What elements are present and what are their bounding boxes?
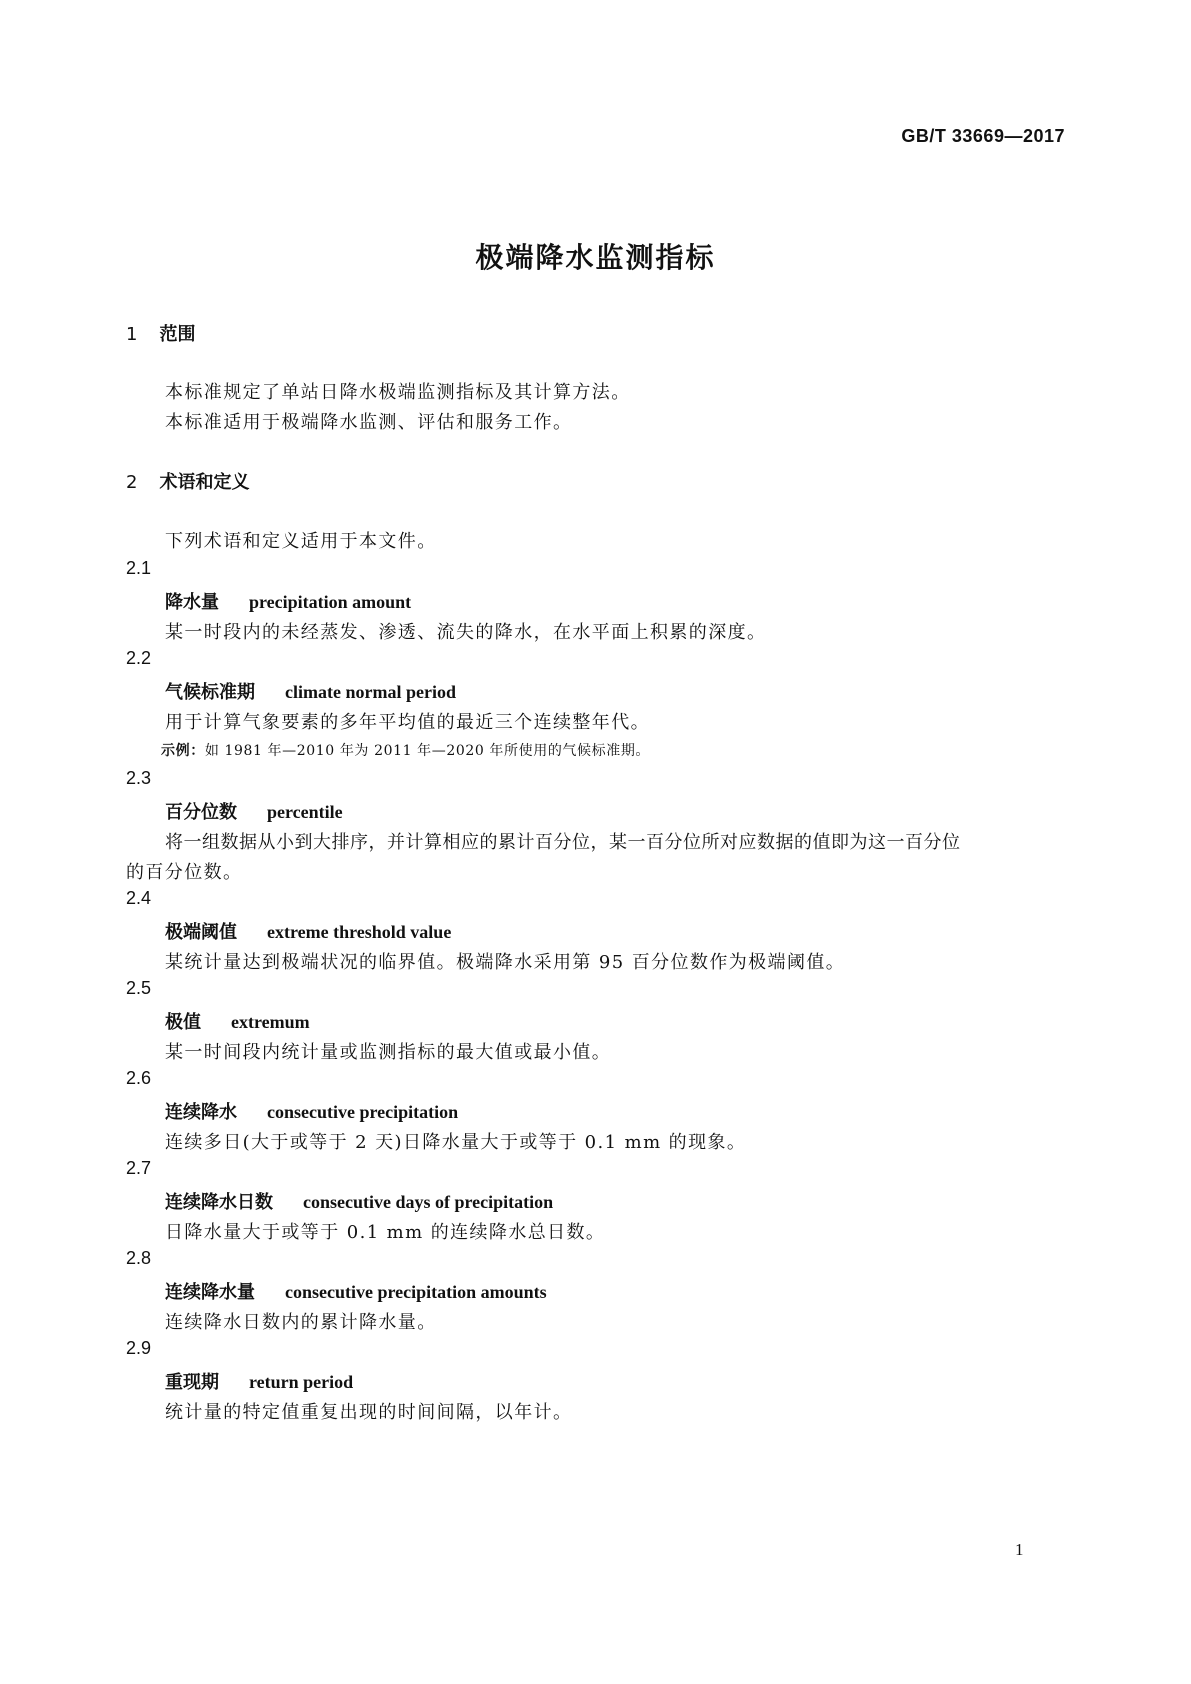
term-english: climate normal period	[285, 682, 456, 702]
term-english: extreme threshold value	[267, 922, 452, 942]
term-heading	[165, 1188, 553, 1214]
term-chinese: 连续降水量	[165, 1282, 255, 1303]
term-definition: 统计量的特定值重复出现的时间间隔，以年计。	[165, 1402, 573, 1423]
term-definition: 用于计算气象要素的多年平均值的最近三个连续整年代。	[165, 712, 650, 733]
term-chinese: 气候标准期	[165, 682, 255, 703]
term-english: consecutive days of precipitation	[303, 1192, 554, 1212]
term-definition: 日降水量大于或等于 0.1 mm 的连续降水总日数。	[165, 1222, 606, 1243]
term-heading	[165, 798, 343, 824]
term-heading	[165, 918, 451, 944]
section-title: 术语和定义	[159, 472, 250, 493]
term-definition-line-2: 的百分位数。	[126, 862, 243, 883]
term-definition: 连续降水日数内的累计降水量。	[165, 1312, 437, 1333]
term-chinese: 百分位数	[165, 802, 237, 823]
term-english: consecutive precipitation amounts	[285, 1282, 547, 1302]
term-definition: 某统计量达到极端状况的临界值。极端降水采用第 95 百分位数作为极端阈值。	[165, 952, 846, 973]
term-english: percentile	[267, 802, 343, 822]
term-number: 2.3	[126, 768, 152, 788]
section-heading-1	[126, 320, 195, 346]
scope-paragraph-1: 本标准规定了单站日降水极端监测指标及其计算方法。	[165, 382, 631, 403]
term-heading	[165, 1098, 458, 1124]
term-number: 2.4	[126, 888, 152, 908]
term-heading	[165, 1368, 353, 1394]
standard-number: GB/T 33669—2017	[901, 126, 1065, 146]
term-heading	[165, 1278, 547, 1304]
example-label: 示例：	[161, 743, 205, 759]
term-heading	[165, 1008, 310, 1034]
example-text: 如 1981 年—2010 年为 2011 年—2020 年所使用的气候标准期。	[204, 743, 651, 759]
term-chinese: 连续降水	[165, 1102, 237, 1123]
scope-paragraph-2: 本标准适用于极端降水监测、评估和服务工作。	[165, 412, 573, 433]
section-heading-2	[126, 468, 249, 494]
page-number: 1	[1015, 1540, 1024, 1559]
term-heading	[165, 588, 411, 614]
term-number: 2.9	[126, 1338, 152, 1358]
document-title: 极端降水监测指标	[475, 241, 716, 274]
term-definition-line-1: 将一组数据从小到大排序，并计算相应的累计百分位，某一百分位所对应数据的值即为这一百分位	[165, 832, 961, 853]
term-number: 2.8	[126, 1248, 152, 1268]
section-title: 范围	[159, 324, 196, 345]
section-number: 2	[126, 472, 138, 493]
term-number: 2.6	[126, 1068, 152, 1088]
term-definition: 某一时段内的未经蒸发、渗透、流失的降水，在水平面上积累的深度。	[165, 622, 767, 643]
term-english: precipitation amount	[249, 592, 412, 612]
term-chinese: 连续降水日数	[165, 1192, 273, 1213]
term-example-note	[161, 740, 650, 760]
term-number: 2.7	[126, 1158, 152, 1178]
term-definition: 某一时间段内统计量或监测指标的最大值或最小值。	[165, 1042, 612, 1063]
term-english: consecutive precipitation	[267, 1102, 459, 1122]
term-chinese: 降水量	[165, 592, 219, 613]
term-english: return period	[249, 1372, 354, 1392]
term-chinese: 重现期	[165, 1372, 219, 1393]
term-english: extremum	[231, 1012, 310, 1032]
terms-intro: 下列术语和定义适用于本文件。	[165, 531, 437, 552]
term-chinese: 极值	[165, 1012, 201, 1033]
term-number: 2.2	[126, 648, 152, 668]
term-number: 2.5	[126, 978, 152, 998]
section-number: 1	[126, 324, 138, 345]
term-definition: 连续多日(大于或等于 2 天)日降水量大于或等于 0.1 mm 的现象。	[165, 1132, 747, 1153]
term-chinese: 极端阈值	[165, 922, 237, 943]
term-heading	[165, 678, 456, 704]
term-number: 2.1	[126, 558, 152, 578]
